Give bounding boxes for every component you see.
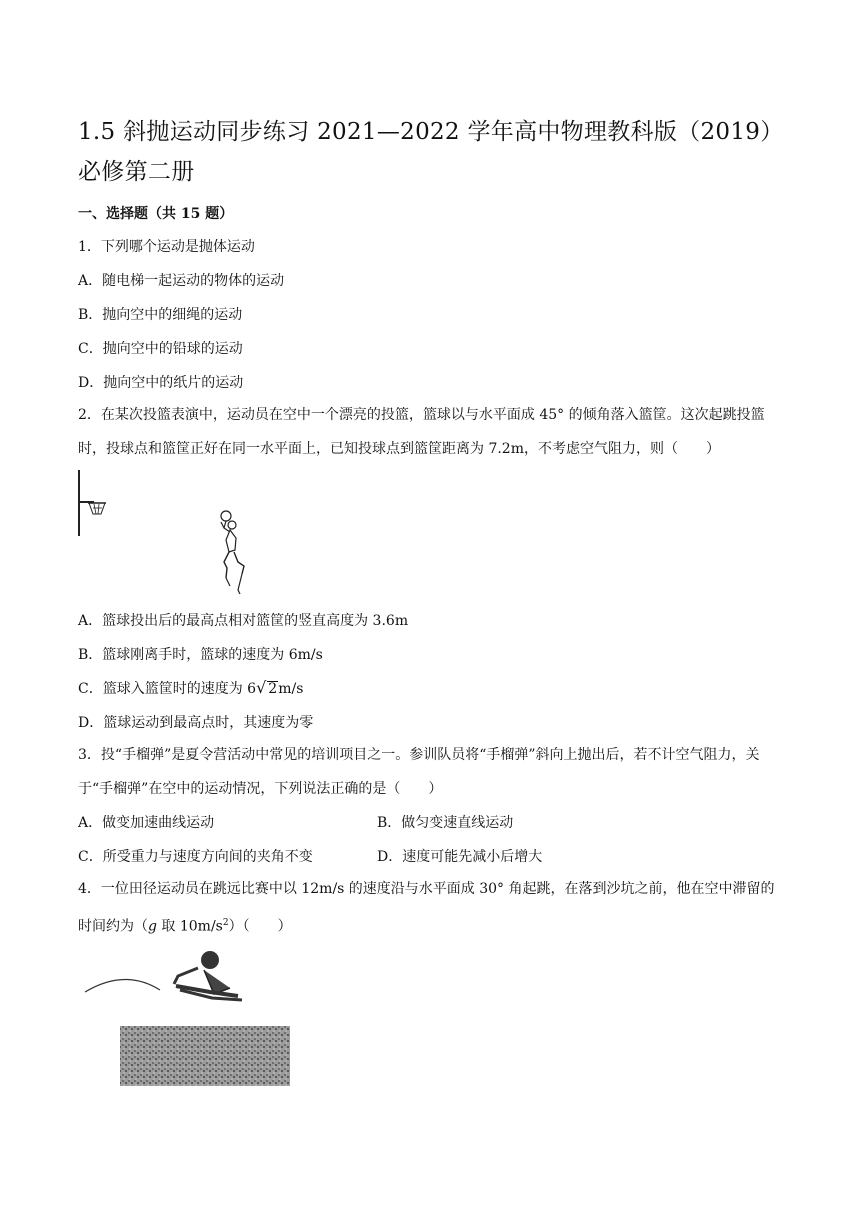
sqrt-icon: √ <box>256 678 267 697</box>
q2-option-c-unit: m/s <box>278 681 304 697</box>
q2-stem: 2．在某次投篮表演中，运动员在空中一个漂亮的投篮，篮球以与水平面成 45° 的倾角落入篮筐。这次起跳投篮时，投球点和篮筐正好在同一水平面上，已知投球点到篮筐距离为 7.2m，不考虑空气阻力，则（ ） <box>78 407 765 457</box>
basketball-figure <box>74 470 264 600</box>
q1-option-c: C．抛向空中的铅球的运动 <box>78 341 243 357</box>
q2-option-a: A．篮球投出后的最高点相对篮筐的竖直高度为 3.6m <box>78 613 409 629</box>
q2-option-b: B．篮球刚离手时，篮球的速度为 6m/s <box>78 647 323 663</box>
q4-stem-exp: 2 <box>222 918 229 928</box>
q1-option-b: B．抛向空中的细绳的运动 <box>78 307 243 323</box>
q4-stem-mid: 取 10m/s <box>156 918 223 935</box>
q3-option-c: C．所受重力与速度方向间的夹角不变 <box>78 849 313 865</box>
q3-option-d: D．速度可能先减小后增大 <box>377 849 543 865</box>
section-heading: 一、选择题（共 15 题） <box>78 206 234 222</box>
q2-option-c <box>78 678 303 698</box>
q4-stem <box>78 872 783 944</box>
document-title: 1.5 斜抛运动同步练习 2021—2022 学年高中物理教科版（2019）必修第二册 <box>78 119 784 185</box>
q2-option-d: D．篮球运动到最高点时，其速度为零 <box>78 715 314 731</box>
q4-stem-g: g <box>148 918 157 935</box>
q3-stem: 3．投“手榴弹”是夏令营活动中常见的培训项目之一。参训队员将“手榴弹”斜向上抛出后，若不计空气阻力，关于“手榴弹”在空中的运动情况，下列说法正确的是（ ） <box>78 747 760 797</box>
q3-option-b: B．做匀变速直线运动 <box>377 815 514 831</box>
long-jump-figure <box>80 948 300 1088</box>
q4-stem-end: ）（ ） <box>228 918 292 935</box>
q1-stem: 1．下列哪个运动是抛体运动 <box>78 239 255 255</box>
q1-option-d: D．抛向空中的纸片的运动 <box>78 375 244 391</box>
q2-option-c-radicand: 2 <box>268 681 278 697</box>
q2-option-c-text: C．篮球入篮筐时的速度为 6 <box>78 681 257 697</box>
q1-option-a: A．随电梯一起运动的物体的运动 <box>78 273 285 289</box>
q4-stem-main: 4．一位田径运动员在跳远比赛中以 12m/s 的速度沿与水平面成 30° 角起跳，在落到沙坑之前，他在空中滞留的时间约为（ <box>78 881 775 935</box>
q3-option-a: A．做变加速曲线运动 <box>78 815 215 831</box>
